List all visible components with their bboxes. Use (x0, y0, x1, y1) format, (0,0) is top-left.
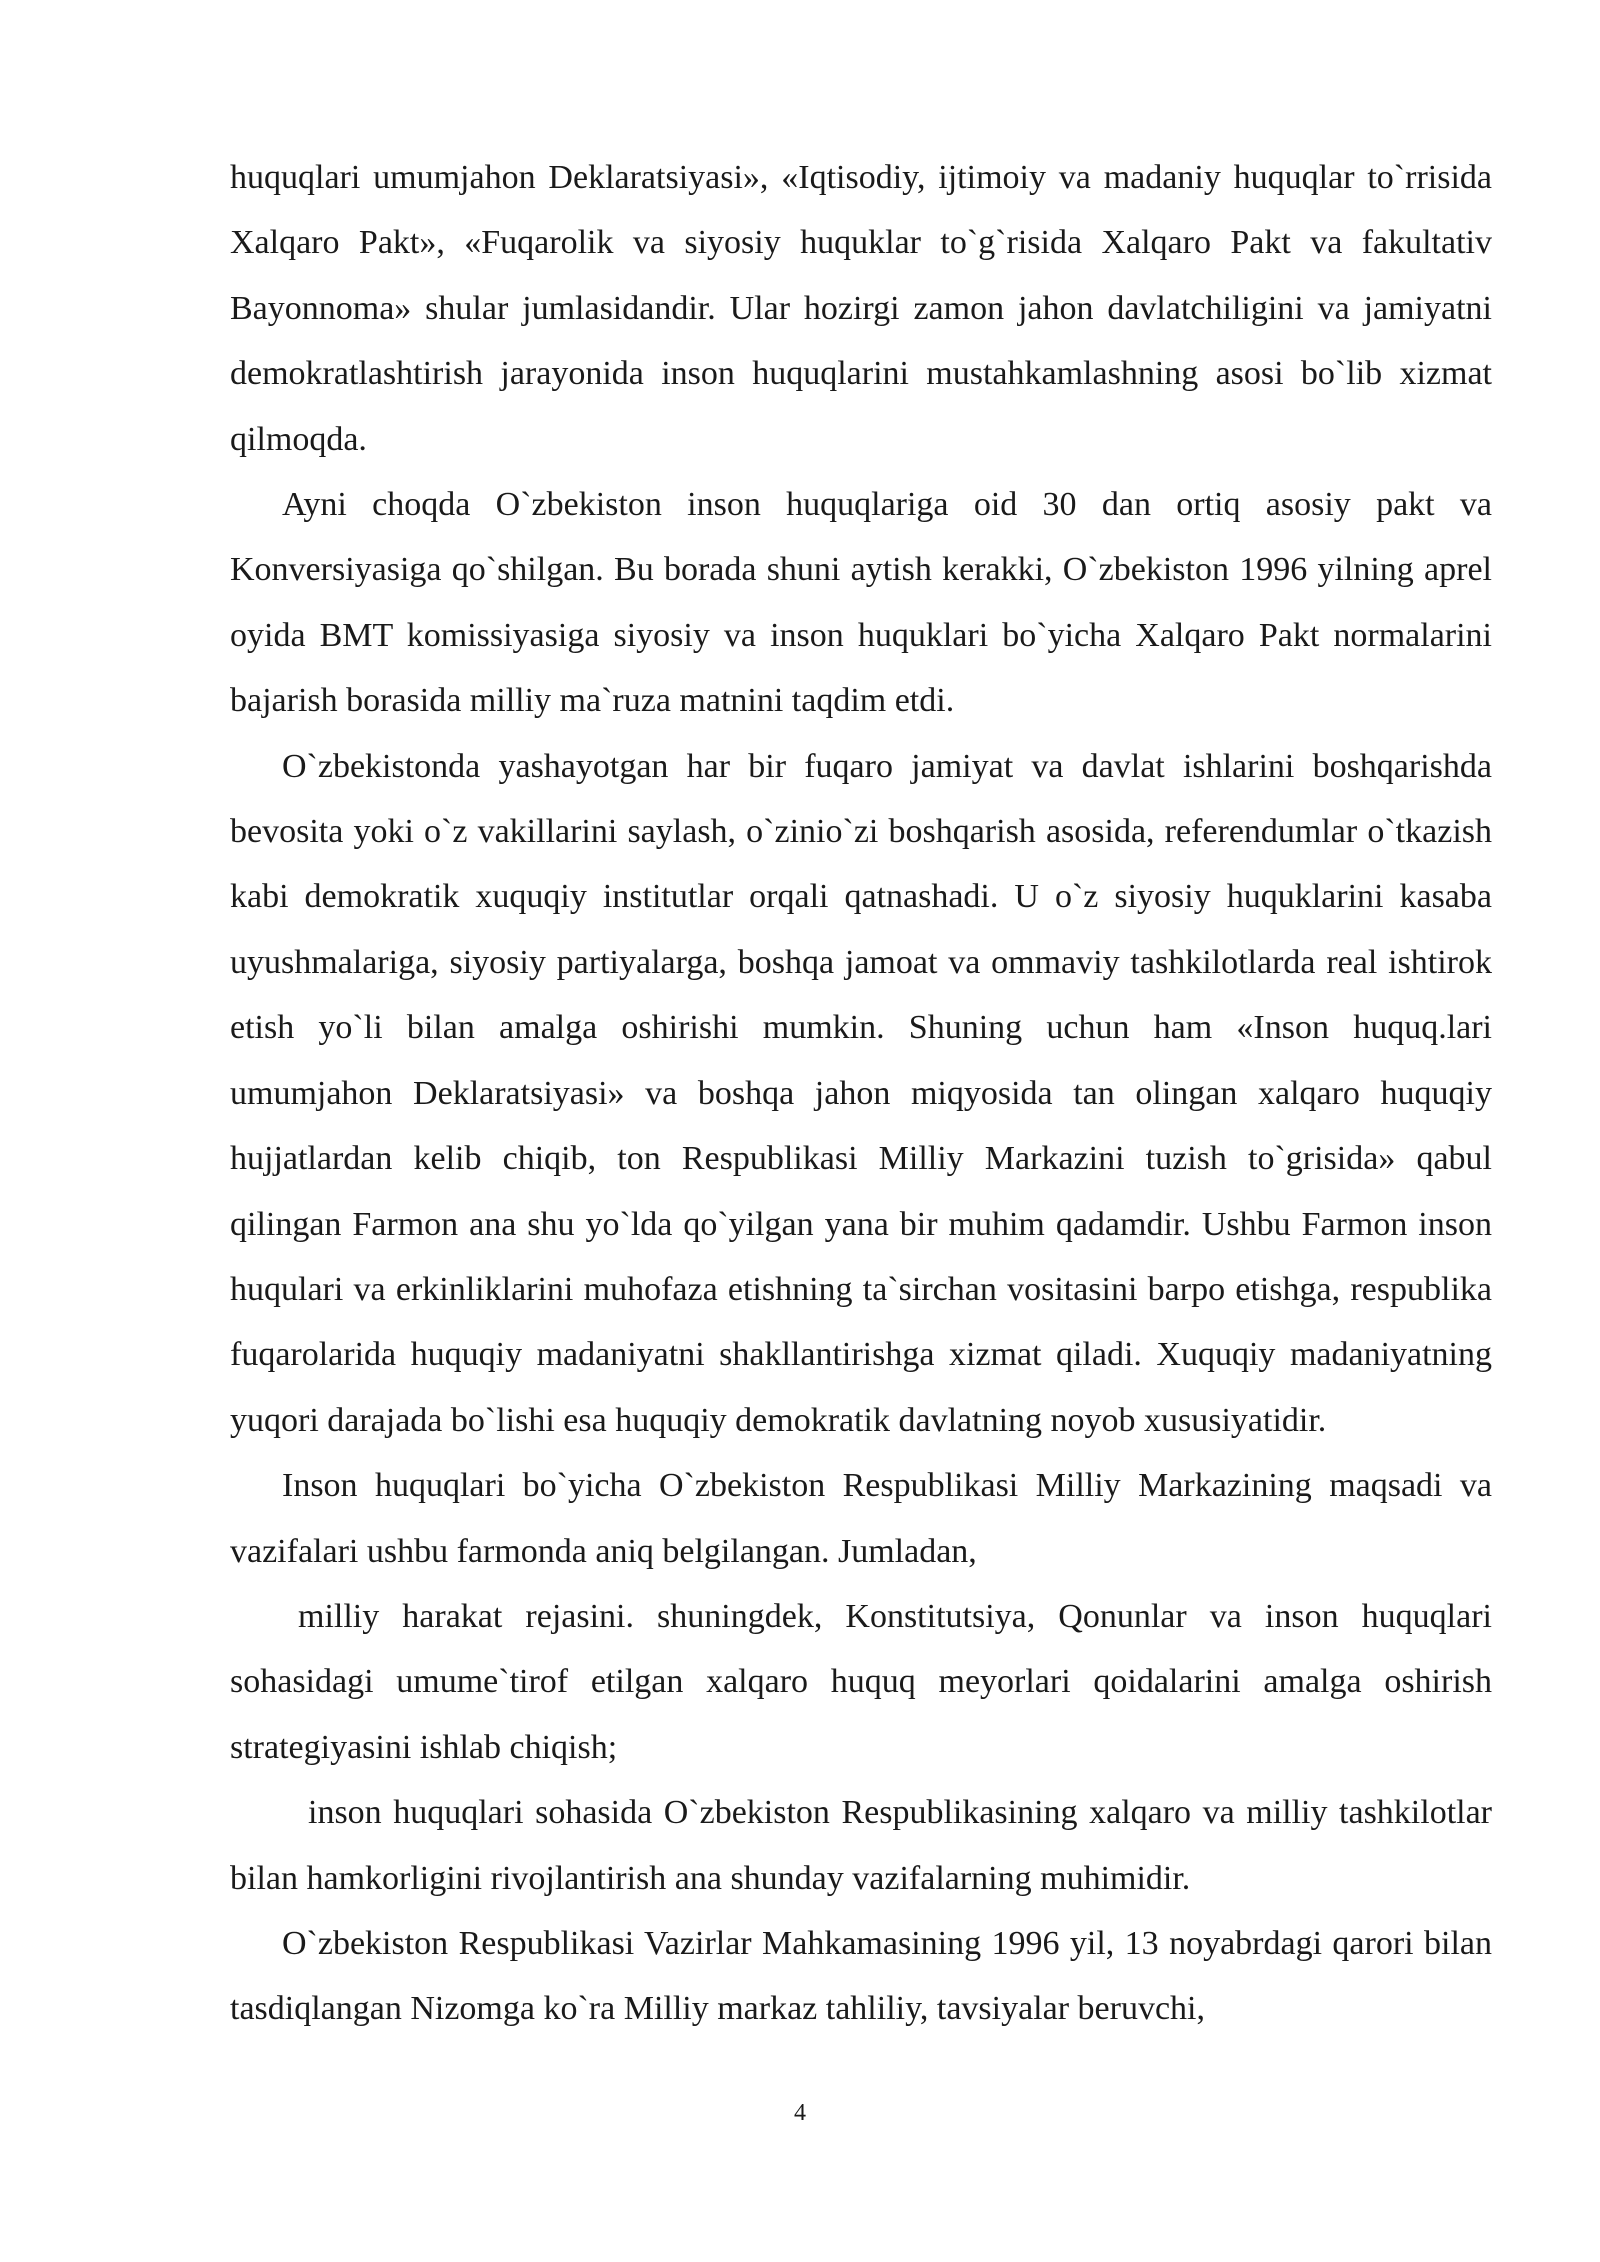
list-item-2: inson huquqlari sohasida O`zbekiston Respublikasining xalqaro va milliy tashkilotlar bilan hamkorligini rivojlantirish ana shunday vazifalarning muhimidir. (230, 1794, 1492, 1897)
paragraph-5: O`zbekiston Respublikasi Vazirlar Mahkamasining 1996 yil, 13 noyabrdagi qarori bilan tasdiqlangan Nizomga ko`ra Milliy markaz tahliliy, tavsiyalar beruvchi, (230, 1924, 1492, 2028)
paragraph-1: huquqlari umumjahon Deklaratsiyasi», «Iqtisodiy, ijtimoiy va madaniy huquqlar to`rrisida Xalqaro Pakt», «Fuqarolik va siyosiy huquklar to`g`risida Xalqaro Pakt va fakultativ Bayonnoma» shular jumlasidandir. Ular hozirgi zamon jahon davlatchiligini va jamiyatni demokratlashtirish jarayonida inson huquqlarini mustahkamlashning asosi bo`lib xizmat qilmoqda. (230, 159, 1492, 458)
page-number: 4 (794, 2100, 806, 2126)
paragraph-2: Ayni choqda O`zbekiston inson huquqlariga oid 30 dan ortiq asosiy pakt va Konversiyasiga qo`shilgan. Bu borada shuni aytish kerakki, O`zbekiston 1996 yilning aprel oyida BMT komissiyasiga siyosiy va inson huquklari bo`yicha Xalqaro Pakt normalarini bajarish borasida milliy ma`ruza matnini taqdim etdi. (230, 486, 1492, 720)
paragraph-3: O`zbekistonda yashayotgan har bir fuqaro jamiyat va davlat ishlarini boshqarishda bevosita yoki o`z vakillarini saylash, o`zinio`zi boshqarish asosida, referendumlar o`tkazish kabi demokratik xuquqiy institutlar orqali qatnashadi. U o`z siyosiy huquklarini kasaba uyushmalariga, siyosiy partiyalarga, boshqa jamoat va ommaviy tashkilotlarda real ishtirok etish yo`li bilan amalga oshirishi mumkin. Shuning uchun ham «Inson huquq.lari umumjahon Deklaratsiyasi» va boshqa jahon miqyosida tan olingan xalqaro huquqiy hujjatlardan kelib chiqib, ton Respublikasi Milliy Markazini tuzish to`grisida» qabul qilingan Farmon ana shu yo`lda qo`yilgan yana bir muhim qadamdir. Ushbu Farmon inson huqulari va erkinliklarini muhofaza etishning ta`sirchan vositasini barpo etishga, respublika fuqarolarida huquqiy madaniyatni shakllantirishga xizmat qiladi. Xuquqiy madaniyatning yuqori darajada bo`lishi esa huquqiy demokratik davlatning noyob xususiyatidir. (230, 747, 1492, 1439)
list-item-1: milliy harakat rejasini. shuningdek, Konstitutsiya, Qonunlar va inson huquqlari sohasidagi umume`tirof etilgan xalqaro huquq meyorlari qoidalarini amalga oshirish strategiyasini ishlab chiqish; (230, 1597, 1492, 1766)
document-body (230, 145, 1492, 2042)
paragraph-4: Inson huquqlari bo`yicha O`zbekiston Respublikasi Milliy Markazining maqsadi va vazifalari ushbu farmonda aniq belgilangan. Jumladan, (230, 1467, 1492, 1570)
